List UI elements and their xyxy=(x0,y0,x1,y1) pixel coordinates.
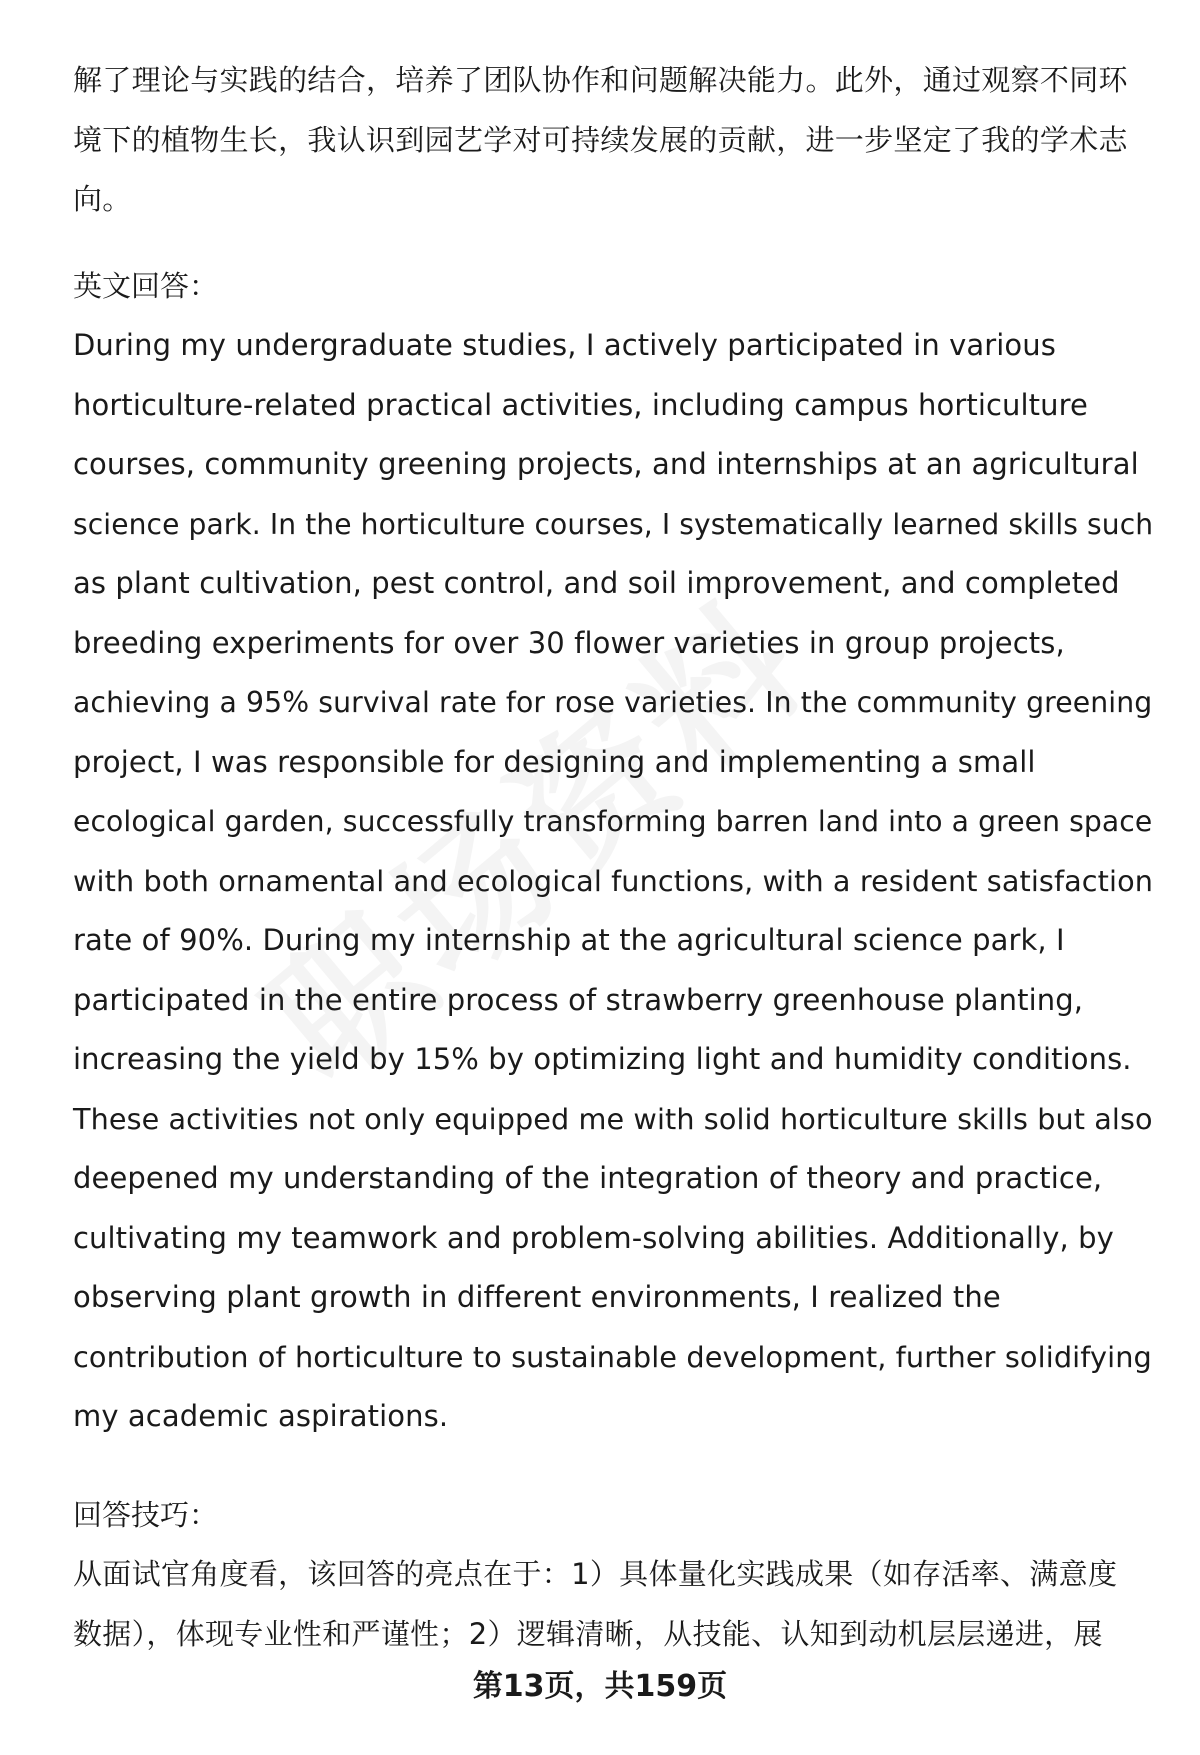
text-line: horticulture-related practical activities, including campus horticulture xyxy=(73,387,1088,422)
text-line: increasing the yield by 15% by optimizing light and humidity conditions. xyxy=(73,1042,1132,1076)
text-line: breeding experiments for over 30 flower varieties in group projects, xyxy=(73,625,1065,660)
text-line: courses, community greening projects, and internships at an agricultural xyxy=(73,447,1139,481)
english-answer-body xyxy=(73,316,1153,1447)
text-line: cultivating my teamwork and problem-solving abilities. Additionally, by xyxy=(73,1220,1114,1255)
text-line: 从面试官角度看，该回答的亮点在于：1）具体量化实践成果（如存活率、满意度 xyxy=(73,1557,1118,1591)
text-line: 解了理论与实践的结合，培养了团队协作和问题解决能力。此外，通过观察不同环 xyxy=(73,63,1128,97)
text-line: observing plant growth in different environments, I realized the xyxy=(73,1280,1001,1314)
text-line: participated in the entire process of strawberry greenhouse planting, xyxy=(73,982,1084,1017)
text-line: 境下的植物生长，我认识到园艺学对可持续发展的贡献，进一步坚定了我的学术志 xyxy=(73,122,1128,157)
text-line: contribution of horticulture to sustainable development, further solidifying xyxy=(73,1339,1152,1374)
text-line: science park. In the horticulture courses, I systematically learned skills such xyxy=(73,507,1154,541)
text-line: During my undergraduate studies, I actively participated in various xyxy=(73,328,1056,362)
answer-tips-body xyxy=(73,1545,1153,1664)
text-line: ecological garden, successfully transforming barren land into a green space xyxy=(73,805,1153,838)
english-answer-heading: 英文回答： xyxy=(73,269,219,303)
text-line: project, I was responsible for designing and implementing a small xyxy=(73,744,1036,779)
text-line: deepened my understanding of the integration of theory and practice, xyxy=(73,1161,1103,1195)
text-line: achieving a 95% survival rate for rose varieties. In the community greening xyxy=(73,686,1153,719)
text-line: rate of 90%. During my internship at the agricultural science park, I xyxy=(73,923,1065,957)
text-line: 数据），体现专业性和严谨性；2）逻辑清晰，从技能、认知到动机层层递进，展 xyxy=(73,1616,1103,1651)
text-line: with both ornamental and ecological functions, with a resident satisfaction xyxy=(73,863,1153,898)
chinese-answer-continuation xyxy=(73,51,1153,230)
text-line: These activities not only equipped me with solid horticulture skills but also xyxy=(73,1101,1153,1136)
text-line: 向。 xyxy=(73,182,132,216)
page-number-footer: 第13页，共159页 xyxy=(472,1669,728,1704)
answer-tips-heading: 回答技巧： xyxy=(73,1498,219,1532)
text-line: my academic aspirations. xyxy=(73,1399,449,1433)
text-line: as plant cultivation, pest control, and soil improvement, and completed xyxy=(73,566,1120,600)
